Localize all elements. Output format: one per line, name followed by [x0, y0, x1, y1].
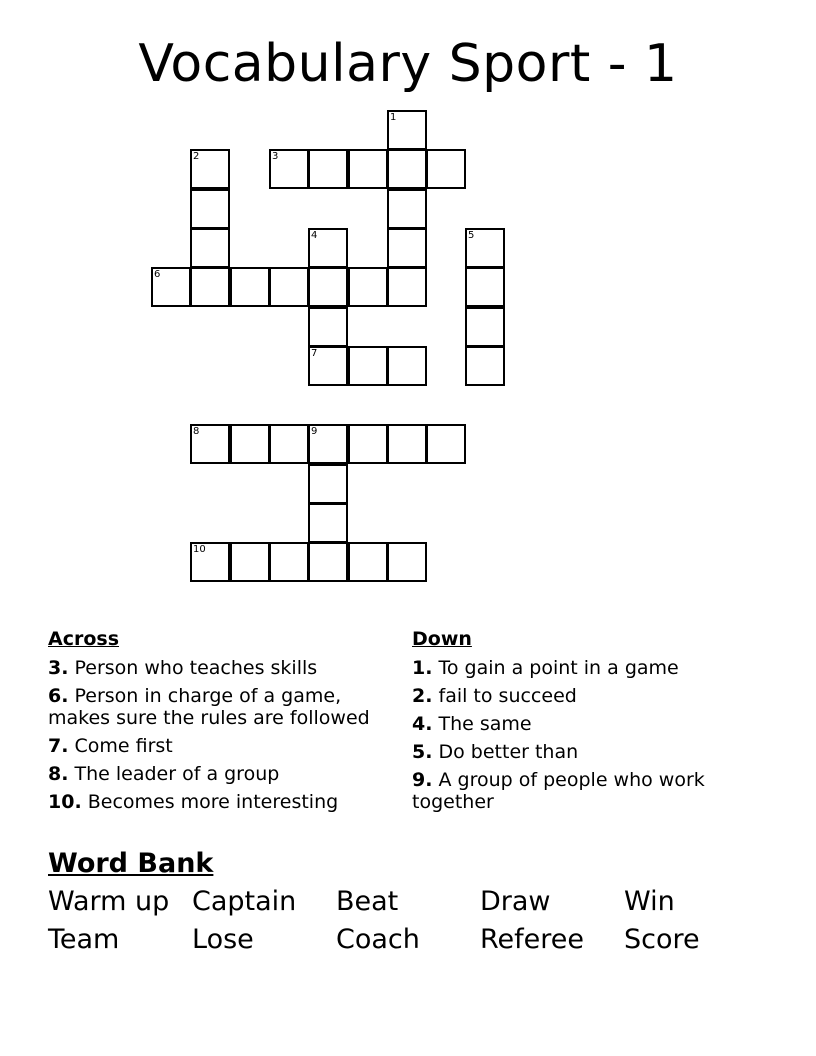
word-bank-title: Word Bank	[48, 848, 214, 879]
down-clue: 2. fail to succeed	[412, 685, 577, 707]
grid-cell[interactable]	[387, 424, 427, 464]
grid-cell[interactable]	[190, 149, 230, 189]
word-bank	[48, 884, 768, 960]
grid-cell[interactable]	[308, 267, 348, 307]
word-bank-word: Lose	[192, 924, 254, 955]
word-bank-word: Draw	[480, 886, 551, 917]
grid-number: 8	[193, 426, 200, 437]
across-clue: 7. Come first	[48, 735, 173, 757]
grid-cell[interactable]	[387, 110, 427, 150]
grid-cell[interactable]	[308, 503, 348, 543]
grid-cell[interactable]	[269, 424, 309, 464]
across-clue: 8. The leader of a group	[48, 763, 280, 785]
grid-cell[interactable]	[387, 228, 427, 268]
grid-cell[interactable]	[348, 424, 388, 464]
grid-number: 3	[272, 151, 279, 162]
grid-cell[interactable]	[308, 149, 348, 189]
grid-cell[interactable]	[190, 542, 230, 582]
grid-cell[interactable]	[308, 424, 348, 464]
down-clue: 9. A group of people who work together	[412, 769, 705, 813]
grid-cell[interactable]	[308, 346, 348, 386]
grid-cell[interactable]	[348, 149, 388, 189]
grid-number: 4	[311, 230, 318, 241]
grid-cell[interactable]	[308, 542, 348, 582]
down-clues	[412, 628, 772, 819]
grid-number: 2	[193, 151, 200, 162]
grid-cell[interactable]	[426, 149, 466, 189]
grid-cell[interactable]	[230, 424, 270, 464]
word-bank-word: Team	[48, 924, 120, 955]
grid-cell[interactable]	[190, 189, 230, 229]
grid-cell[interactable]	[190, 228, 230, 268]
word-bank-word: Warm up	[48, 886, 170, 917]
grid-cell[interactable]	[426, 424, 466, 464]
grid-number: 5	[468, 230, 475, 241]
grid-cell[interactable]	[190, 424, 230, 464]
grid-cell[interactable]	[308, 228, 348, 268]
down-clue: 4. The same	[412, 713, 532, 735]
across-clue: 6. Person in charge of a game, makes sure the rules are followed	[48, 685, 370, 729]
grid-cell[interactable]	[465, 267, 505, 307]
grid-cell[interactable]	[269, 267, 309, 307]
grid-cell[interactable]	[465, 307, 505, 347]
grid-cell[interactable]	[387, 149, 427, 189]
across-clue: 10. Becomes more interesting	[48, 791, 339, 813]
grid-number: 7	[311, 348, 318, 359]
grid-cell[interactable]	[465, 346, 505, 386]
grid-cell[interactable]	[387, 346, 427, 386]
down-clue: 5. Do better than	[412, 741, 579, 763]
grid-number: 1	[390, 112, 397, 123]
puzzle-title: Vocabulary Sport - 1	[138, 34, 678, 94]
grid-number: 9	[311, 426, 318, 437]
down-clue: 1. To gain a point in a game	[412, 657, 679, 679]
grid-cell[interactable]	[230, 542, 270, 582]
across-heading: Across	[48, 628, 120, 650]
grid-number: 10	[193, 544, 206, 555]
grid-number: 6	[154, 269, 161, 280]
grid-cell[interactable]	[151, 267, 191, 307]
grid-cell[interactable]	[308, 464, 348, 504]
word-bank-word: Referee	[480, 924, 585, 955]
grid-cell[interactable]	[465, 228, 505, 268]
grid-cell[interactable]	[230, 267, 270, 307]
word-bank-word: Win	[624, 886, 675, 917]
word-bank-word: Beat	[336, 886, 399, 917]
down-heading: Down	[412, 628, 472, 650]
grid-cell[interactable]	[269, 542, 309, 582]
grid-cell[interactable]	[190, 267, 230, 307]
grid-cell[interactable]	[348, 267, 388, 307]
across-clues	[48, 628, 408, 819]
grid-cell[interactable]	[387, 267, 427, 307]
word-bank-word: Coach	[336, 924, 420, 955]
across-clue: 3. Person who teaches skills	[48, 657, 318, 679]
grid-cell[interactable]	[269, 149, 309, 189]
grid-cell[interactable]	[387, 189, 427, 229]
grid-cell[interactable]	[348, 542, 388, 582]
word-bank-word: Score	[624, 924, 700, 955]
grid-cell[interactable]	[308, 307, 348, 347]
grid-cell[interactable]	[348, 346, 388, 386]
grid-cell[interactable]	[387, 542, 427, 582]
word-bank-word: Captain	[192, 886, 297, 917]
